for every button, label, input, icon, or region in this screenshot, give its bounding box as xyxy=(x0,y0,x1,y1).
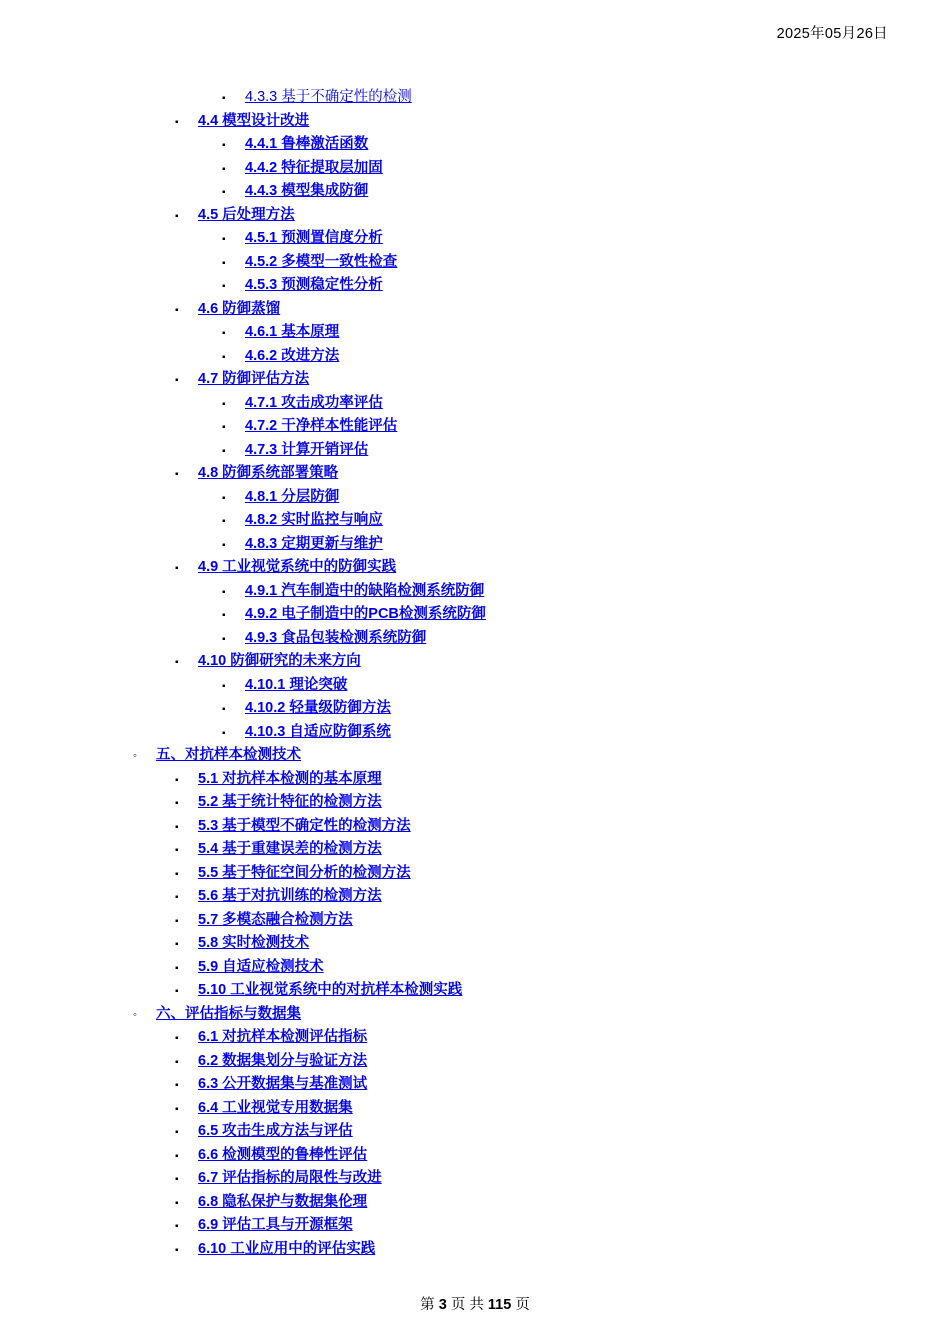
square-bullet-icon: ▪ xyxy=(222,586,226,598)
toc-link[interactable]: 4.4.3 模型集成防御 xyxy=(245,183,369,199)
square-bullet-icon: ▪ xyxy=(175,1033,179,1044)
toc-entry xyxy=(0,721,950,745)
toc-link[interactable]: 4.9 工业视觉系统中的防御实践 xyxy=(198,559,397,575)
toc-entry xyxy=(0,815,950,839)
square-bullet-icon: ▪ xyxy=(222,93,226,104)
footer-total-pages: 115 xyxy=(487,1297,512,1313)
toc-link[interactable]: 4.9.1 汽车制造中的缺陷检测系统防御 xyxy=(245,582,485,599)
toc-entry xyxy=(0,157,950,181)
square-bullet-icon: ▪ xyxy=(222,281,226,292)
square-bullet-icon: ▪ xyxy=(175,563,179,574)
toc-link[interactable]: 5.8 实时检测技术 xyxy=(198,935,310,951)
toc-link[interactable]: 4.8 防御系统部署策略 xyxy=(198,465,339,481)
toc-link[interactable]: 6.7 评估指标的局限性与改进 xyxy=(198,1170,382,1186)
circle-bullet-icon: ◦ xyxy=(133,1008,137,1021)
square-bullet-icon: ▪ xyxy=(175,892,179,903)
toc-link[interactable]: 4.6.1 基本原理 xyxy=(245,324,340,340)
square-bullet-icon: ▪ xyxy=(175,798,179,809)
toc-entry xyxy=(0,86,950,110)
toc-link[interactable]: 4.10.2 轻量级防御方法 xyxy=(245,700,391,716)
toc-link[interactable]: 4.8.2 实时监控与响应 xyxy=(245,512,383,528)
toc-entry xyxy=(0,486,950,510)
toc-entry xyxy=(0,580,950,604)
square-bullet-icon: ▪ xyxy=(175,939,179,950)
toc-entry xyxy=(0,956,950,980)
square-bullet-icon: ▪ xyxy=(175,868,179,880)
toc-link[interactable]: 4.7 防御评估方法 xyxy=(198,371,310,387)
toc-entry xyxy=(0,909,950,933)
square-bullet-icon: ▪ xyxy=(222,234,226,245)
toc-link[interactable]: 4.9.3 食品包装检测系统防御 xyxy=(245,629,427,646)
toc-entry xyxy=(0,1214,950,1238)
toc-entry xyxy=(0,345,950,369)
square-bullet-icon: ▪ xyxy=(175,657,179,668)
toc-entry xyxy=(0,1167,950,1191)
toc-entry xyxy=(0,274,950,298)
toc-entry xyxy=(0,627,950,651)
toc-entry xyxy=(0,674,950,698)
toc-link[interactable]: 5.6 基于对抗训练的检测方法 xyxy=(198,888,382,904)
square-bullet-icon: ▪ xyxy=(222,257,226,269)
square-bullet-icon: ▪ xyxy=(175,375,179,386)
toc-entry xyxy=(0,979,950,1003)
toc-entry xyxy=(0,697,950,721)
toc-entry xyxy=(0,180,950,204)
square-bullet-icon: ▪ xyxy=(222,704,226,715)
toc-entry xyxy=(0,251,950,275)
toc-link[interactable]: 4.6.2 改进方法 xyxy=(245,347,340,364)
square-bullet-icon: ▪ xyxy=(222,539,226,551)
toc-link[interactable]: 6.6 检测模型的鲁棒性评估 xyxy=(198,1146,368,1163)
toc-entry xyxy=(0,227,950,251)
toc-link[interactable]: 4.8.3 定期更新与维护 xyxy=(245,535,383,552)
square-bullet-icon: ▪ xyxy=(222,445,226,457)
square-bullet-icon: ▪ xyxy=(175,1056,179,1068)
toc-link[interactable]: 6.2 数据集划分与验证方法 xyxy=(198,1052,368,1069)
toc-entry xyxy=(0,110,950,134)
toc-entry xyxy=(0,462,950,486)
toc-entry xyxy=(0,1097,950,1121)
toc-link[interactable]: 4.8.1 分层防御 xyxy=(245,488,340,505)
toc-entry xyxy=(0,650,950,674)
toc-link[interactable]: 5.10 工业视觉系统中的对抗样本检测实践 xyxy=(198,982,463,998)
toc-entry xyxy=(0,1238,950,1262)
square-bullet-icon: ▪ xyxy=(175,845,179,856)
circle-bullet-icon: ◦ xyxy=(133,750,137,762)
toc-entry xyxy=(0,368,950,392)
toc-entry xyxy=(0,1050,950,1074)
square-bullet-icon: ▪ xyxy=(175,774,179,786)
toc-link[interactable]: 4.7.1 攻击成功率评估 xyxy=(245,394,383,411)
square-bullet-icon: ▪ xyxy=(222,727,226,739)
toc-entry xyxy=(0,415,950,439)
square-bullet-icon: ▪ xyxy=(222,516,226,527)
square-bullet-icon: ▪ xyxy=(175,116,179,128)
toc-link[interactable]: 5.5 基于特征空间分析的检测方法 xyxy=(198,864,411,881)
square-bullet-icon: ▪ xyxy=(222,140,226,151)
square-bullet-icon: ▪ xyxy=(222,610,226,621)
toc-entry xyxy=(0,1144,950,1168)
toc-link[interactable]: 五、对抗样本检测技术 xyxy=(156,747,301,763)
toc-entry xyxy=(0,509,950,533)
toc-entry xyxy=(0,298,950,322)
square-bullet-icon: ▪ xyxy=(222,163,226,175)
toc-link[interactable]: 4.5.2 多模型一致性检查 xyxy=(245,253,398,270)
footer-page-number: 3 xyxy=(438,1297,447,1313)
toc-link[interactable]: 4.4.2 特征提取层加固 xyxy=(245,159,383,176)
toc-link[interactable]: 5.4 基于重建误差的检测方法 xyxy=(198,841,382,857)
square-bullet-icon: ▪ xyxy=(222,633,226,645)
toc-link[interactable]: 5.7 多模态融合检测方法 xyxy=(198,911,353,928)
toc-link[interactable]: 6.10 工业应用中的评估实践 xyxy=(198,1240,376,1257)
square-bullet-icon: ▪ xyxy=(175,821,179,833)
square-bullet-icon: ▪ xyxy=(222,680,226,692)
toc-entry xyxy=(0,533,950,557)
toc-link[interactable]: 4.5 后处理方法 xyxy=(198,206,295,223)
toc-link[interactable]: 6.9 评估工具与开源框架 xyxy=(198,1217,353,1233)
footer-middle: 页 共 xyxy=(450,1297,484,1313)
square-bullet-icon: ▪ xyxy=(222,328,226,339)
toc-entry xyxy=(0,1073,950,1097)
toc-link[interactable]: 5.2 基于统计特征的检测方法 xyxy=(198,794,382,810)
toc-entry xyxy=(0,392,950,416)
toc-link[interactable]: 4.4.1 鲁棒激活函数 xyxy=(245,136,369,152)
square-bullet-icon: ▪ xyxy=(222,422,226,433)
square-bullet-icon: ▪ xyxy=(175,1197,179,1209)
square-bullet-icon: ▪ xyxy=(175,1150,179,1162)
square-bullet-icon: ▪ xyxy=(175,1080,179,1091)
toc-entry xyxy=(0,862,950,886)
toc-entry xyxy=(0,791,950,815)
toc-link[interactable]: 4.9.2 电子制造中的PCB检测系统防御 xyxy=(245,606,486,622)
page-footer xyxy=(0,1293,950,1314)
footer-prefix: 第 xyxy=(420,1297,435,1313)
toc-link[interactable]: 5.1 对抗样本检测的基本原理 xyxy=(198,770,382,787)
toc-entry xyxy=(0,133,950,157)
toc-entry xyxy=(0,1003,950,1027)
toc-link[interactable]: 4.5.3 预测稳定性分析 xyxy=(245,277,383,293)
square-bullet-icon: ▪ xyxy=(175,1174,179,1185)
toc-link[interactable]: 4.10.3 自适应防御系统 xyxy=(245,723,391,740)
toc-entry xyxy=(0,932,950,956)
toc-link[interactable]: 6.5 攻击生成方法与评估 xyxy=(198,1123,353,1139)
square-bullet-icon: ▪ xyxy=(175,1244,179,1256)
table-of-contents xyxy=(0,86,950,1261)
toc-link[interactable]: 5.3 基于模型不确定性的检测方法 xyxy=(198,817,411,834)
square-bullet-icon: ▪ xyxy=(175,469,179,480)
toc-link[interactable]: 4.3.3 基于不确定性的检测 xyxy=(245,89,412,105)
toc-link[interactable]: 6.4 工业视觉专用数据集 xyxy=(198,1099,353,1116)
toc-entry xyxy=(0,204,950,228)
footer-suffix: 页 xyxy=(515,1297,530,1313)
toc-link[interactable]: 6.3 公开数据集与基准测试 xyxy=(198,1076,368,1092)
toc-link[interactable]: 4.10 防御研究的未来方向 xyxy=(198,653,361,669)
toc-link[interactable]: 4.10.1 理论突破 xyxy=(245,676,348,693)
toc-entry xyxy=(0,1191,950,1215)
toc-link[interactable]: 4.4 模型设计改进 xyxy=(198,112,310,129)
document-date: 2025年05月26日 xyxy=(776,26,888,42)
square-bullet-icon: ▪ xyxy=(222,187,226,198)
toc-link[interactable]: 4.6 防御蒸馏 xyxy=(198,300,281,317)
toc-entry xyxy=(0,744,950,768)
square-bullet-icon: ▪ xyxy=(175,1127,179,1138)
square-bullet-icon: ▪ xyxy=(222,398,226,410)
toc-entry xyxy=(0,603,950,627)
square-bullet-icon: ▪ xyxy=(175,1103,179,1115)
toc-link[interactable]: 4.7.3 计算开销评估 xyxy=(245,441,369,458)
square-bullet-icon: ▪ xyxy=(222,492,226,504)
toc-link[interactable]: 6.8 隐私保护与数据集伦理 xyxy=(198,1193,368,1210)
square-bullet-icon: ▪ xyxy=(175,210,179,222)
square-bullet-icon: ▪ xyxy=(175,915,179,927)
toc-link[interactable]: 6.1 对抗样本检测评估指标 xyxy=(198,1029,368,1045)
toc-entry xyxy=(0,1026,950,1050)
toc-link[interactable]: 4.7.2 干净样本性能评估 xyxy=(245,418,398,434)
toc-link[interactable]: 4.5.1 预测置信度分析 xyxy=(245,230,383,246)
square-bullet-icon: ▪ xyxy=(175,1221,179,1232)
toc-entry xyxy=(0,556,950,580)
square-bullet-icon: ▪ xyxy=(175,962,179,974)
square-bullet-icon: ▪ xyxy=(222,351,226,363)
toc-entry xyxy=(0,885,950,909)
toc-entry xyxy=(0,768,950,792)
toc-entry xyxy=(0,1120,950,1144)
toc-entry xyxy=(0,439,950,463)
toc-link[interactable]: 六、评估指标与数据集 xyxy=(156,1005,301,1022)
toc-entry xyxy=(0,321,950,345)
square-bullet-icon: ▪ xyxy=(175,304,179,316)
toc-entry xyxy=(0,838,950,862)
toc-link[interactable]: 5.9 自适应检测技术 xyxy=(198,958,324,975)
square-bullet-icon: ▪ xyxy=(175,986,179,997)
